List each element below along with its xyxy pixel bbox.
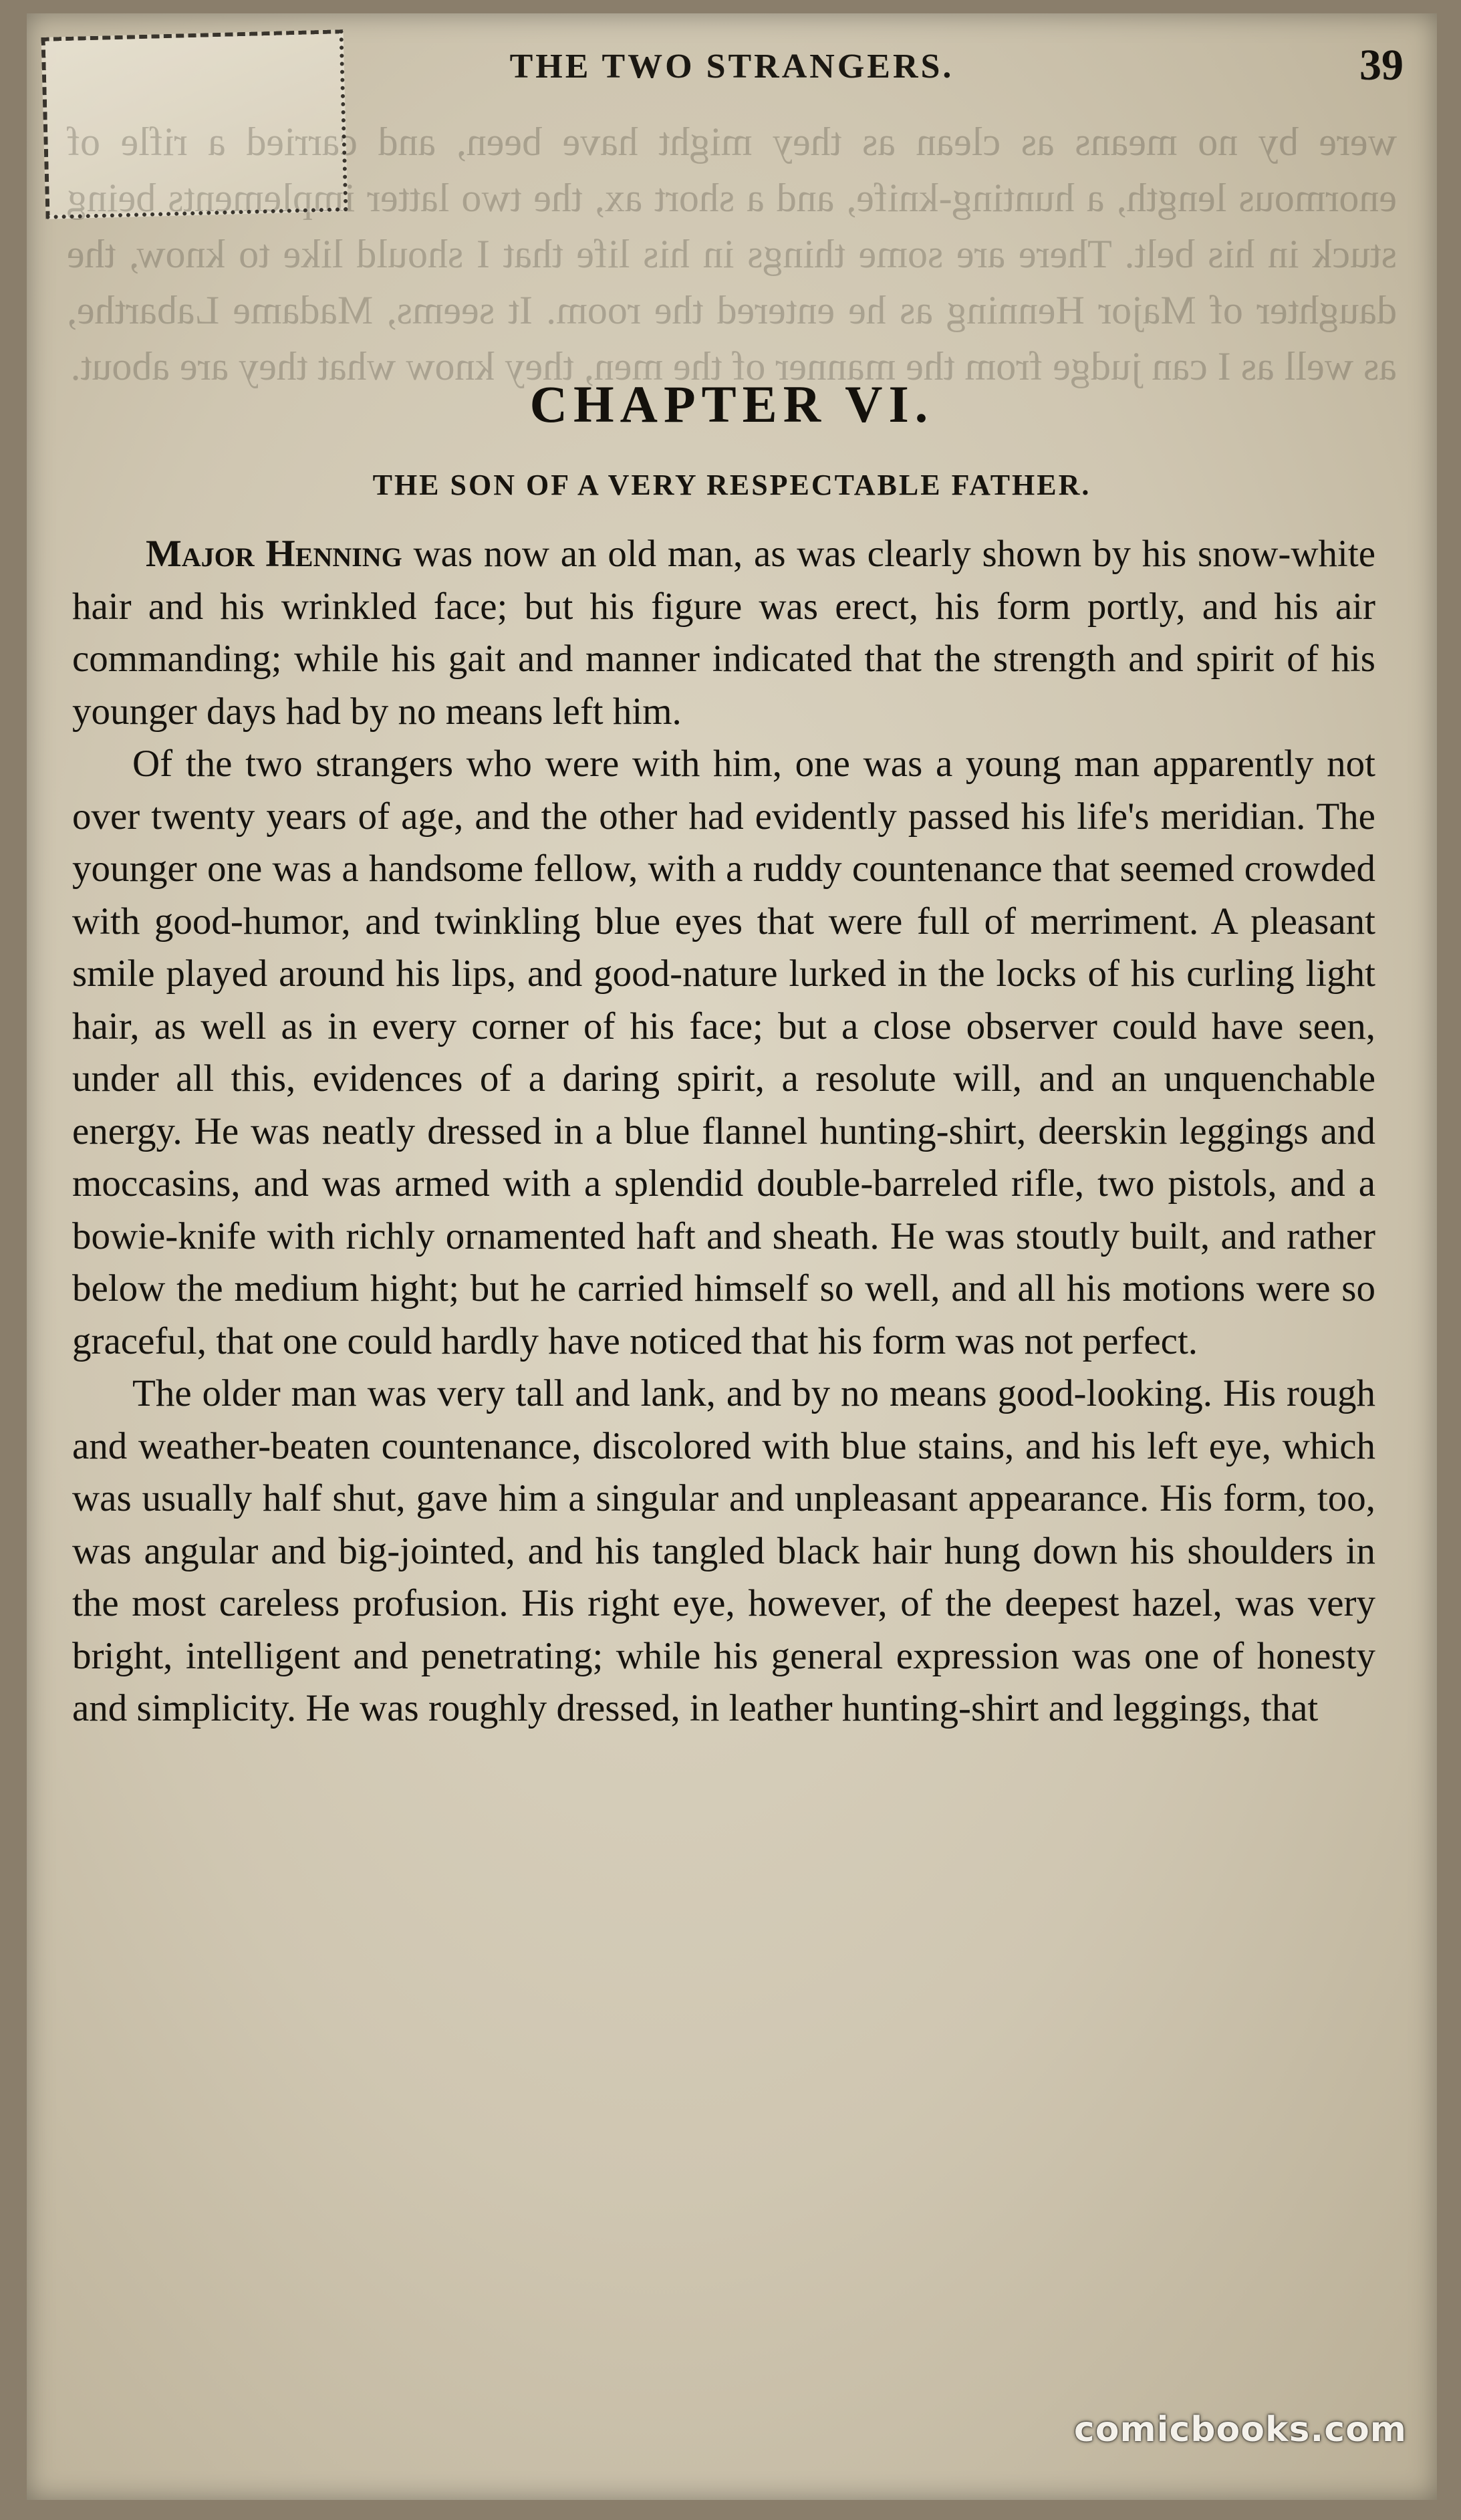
- chapter-subtitle: THE SON OF A VERY RESPECTABLE FATHER.: [372, 469, 1091, 501]
- paragraph: [72, 528, 1375, 738]
- book-page: [27, 13, 1437, 2500]
- running-head: THE TWO STRANGERS.: [509, 47, 954, 86]
- paragraph-text: was now an old man, as was clearly shown by his snow-white hair and his wrinkled face; but his figure was erect, his form portly, and his air commanding; while his gait and manner indicated that the strength and spirit of his younger days had by no means left him.: [72, 533, 1375, 733]
- page-number: 39: [1359, 41, 1404, 90]
- watermark: comicbooks.com: [1073, 2410, 1407, 2450]
- paragraph: [72, 1368, 1375, 1735]
- paragraph-text: The older man was very tall and lank, and by no means good-looking. His rough and weather-beaten countenance, discolored with blue stains, and his left eye, which was usually half shut, gave him a singular and unpleasant appearance. His form, too, was angular and big-jointed, and his tangled black hair hung down his shoulders in the most careless profusion. His right eye, however, of the deepest hazel, was very bright, intelligent and penetrating; while his general expression was one of honesty and simplicity. He was roughly dressed, in leather hunting-shirt and leggings, that: [72, 1372, 1375, 1729]
- paragraph-lead: Major Henning: [146, 533, 402, 575]
- paragraph-text: Of the two strangers who were with him, one was a young man apparently not over twenty years of age, and the other had evidently passed his life's meridian. The younger one was a handsome fellow, with a ruddy countenance that seemed crowded with good-humor, and twinkling blue eyes that were full of merriment. A pleasant smile played around his lips, and good-nature lurked in the locks of his curling light hair, as well as in every corner of his face; but a close observer could have seen, under all this, evidences of a daring spirit, a resolute will, and an unquenchable energy. He was neatly dressed in a blue flannel hunting-shirt, deerskin leggings and moccasins, and was armed with a splendid double-barreled rifle, two pistols, and a bowie-knife with richly ornamented haft and sheath. He was stoutly built, and rather below the medium hight; but he carried himself so well, and all his motions were so graceful, that one could hardly have noticed that his form was not perfect.: [72, 743, 1375, 1362]
- chapter-title: CHAPTER VI.: [529, 375, 934, 433]
- show-through-text: were by no means as clean as they might have been, and carried a rifle of enormous length, a hunting-knife, and a short ax, the two latter implements being stuck in his belt. There are some things in his life that I should like to know, the daughter of Major Henning as he entered the room. It seems, Madame Labarthe, as well as I can judge from the manner of the men, they know what they are about.: [67, 120, 1397, 388]
- body-text: [72, 528, 1375, 1735]
- paragraph: [72, 738, 1375, 1368]
